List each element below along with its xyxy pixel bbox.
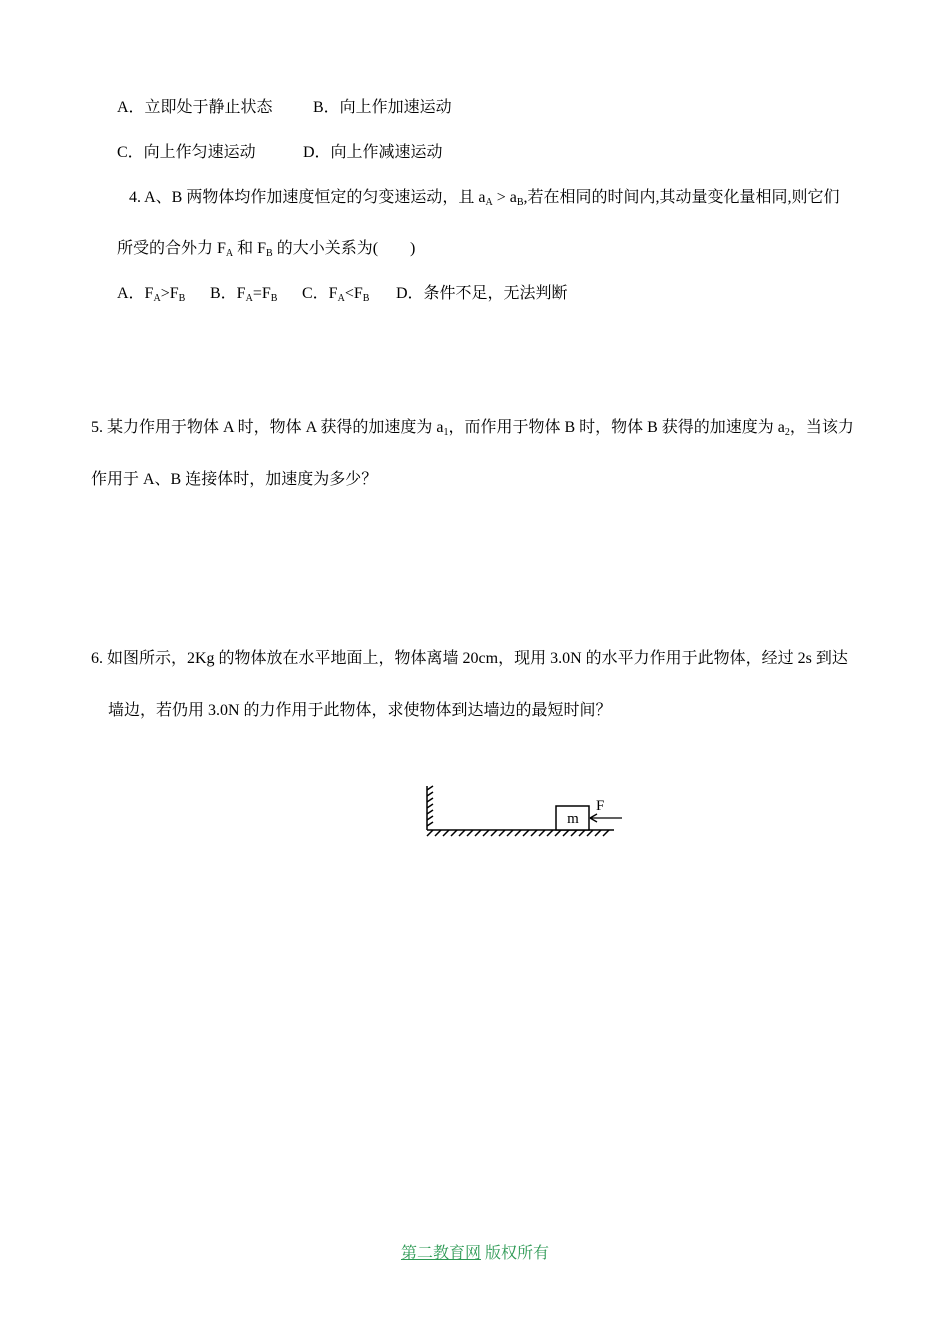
q5-text-3: ，当该力: [789, 419, 854, 436]
q3-option-b: B．向上作加速运动: [313, 99, 452, 116]
footer-text: 版权所有: [481, 1245, 550, 1262]
q6-figure: [416, 780, 636, 850]
force-arrow: [590, 814, 622, 822]
q4-text-2: > a: [492, 189, 517, 206]
q3-options-row-2: [117, 143, 443, 163]
q4-sub-1: A: [485, 197, 493, 208]
q4-l2-text-3: 的大小关系为( ): [272, 240, 416, 257]
q3-option-a: A．立即处于静止状态: [117, 99, 273, 116]
ground: [427, 830, 614, 836]
q4-l2-text-2: 和 F: [233, 240, 267, 257]
q3-option-c: C．向上作匀速运动: [117, 144, 256, 161]
force-label: F: [596, 798, 605, 814]
q4-sub-2: B: [516, 197, 524, 208]
q4-stem-line-2: [117, 239, 415, 259]
q4-l2-sub-2: B: [266, 248, 273, 259]
q5-sub-1: 1: [443, 427, 449, 438]
q5-sub-2: 2: [784, 427, 790, 438]
q4-option-b: B．$F_A=F_B$: [210, 285, 278, 304]
footer-link[interactable]: 第二教育网: [400, 1245, 481, 1262]
q4-l2-text-1: 所受的合外力 F: [117, 240, 226, 257]
q3-options-row-1: [117, 98, 452, 118]
q6-stem-line-1: 6. 如图所示，2Kg 的物体放在水平地面上，物体离墙 20cm，现用 3.0N 的水平力作用于此物体，经过 2s 到达: [91, 650, 848, 667]
q4-options: [117, 284, 568, 304]
q5-stem-line-2: 作用于 A、B 连接体时，加速度为多少？: [91, 471, 378, 488]
q4-option-a: A．$F_A>F_B$: [117, 285, 186, 304]
q6-stem-line-2: 墙边，若仍用 3.0N 的力作用于此物体，求使物体到达墙边的最短时间？: [108, 702, 612, 719]
q4-text-3: ,若在相同的时间内,其动量变化量相同,则它们: [523, 189, 840, 206]
wall: [427, 786, 433, 830]
q4-option-c: C．$F_A<F_B$: [302, 285, 370, 304]
q5-text-2: ，而作用于物体 B 时，物体 B 获得的加速度为 a: [448, 419, 785, 436]
footer: [0, 1240, 950, 1263]
q4-option-d: D．条件不足，无法判断: [396, 285, 568, 302]
q5-text-1: 5. 某力作用于物体 A 时，物体 A 获得的加速度为 a: [91, 419, 444, 436]
q4-text-1: 4. A、B 两物体均作加速度恒定的匀变速运动，且 a: [129, 189, 486, 206]
q4-stem-line-1: [129, 188, 840, 208]
q3-option-d: D．向上作减速运动: [303, 144, 443, 161]
q4-l2-sub-1: A: [225, 248, 234, 259]
block-label: m: [567, 811, 579, 827]
q5-stem-line-1: [91, 418, 854, 438]
